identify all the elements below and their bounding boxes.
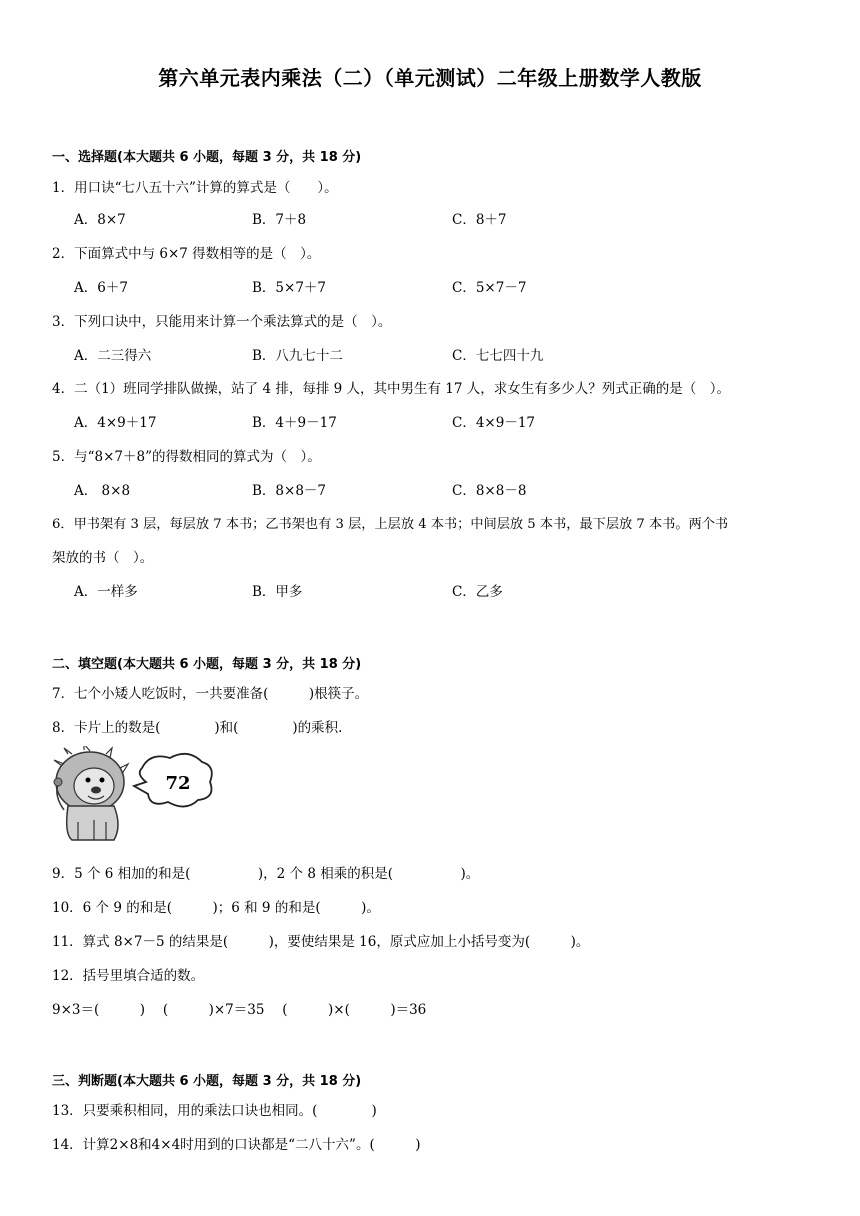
lion-icon: [54, 746, 128, 840]
question-7: 7．七个小矮人吃饭时，一共要准备( )根筷子。: [52, 686, 369, 702]
section-heading-choice: 一、选择题(本大题共 6 小题，每题 3 分，共 18 分): [52, 150, 362, 165]
q1-option-c: C．8＋7: [452, 212, 507, 228]
question-9: 9．5 个 6 相加的和是( )，2 个 8 相乘的积是( )。: [52, 866, 480, 882]
question-12-blanks: 9×3＝( ) ( )×7＝35 ( )×( )＝36: [52, 1002, 427, 1018]
q4-option-a: A．4×9＋17: [74, 415, 157, 431]
q1-option-b: B．7＋8: [252, 212, 307, 228]
section-heading-fill: 二、填空题(本大题共 6 小题，每题 3 分，共 18 分): [52, 657, 362, 672]
q1-option-a: A．8×7: [74, 212, 126, 228]
card-number: 72: [165, 773, 191, 794]
question-8: 8．卡片上的数是( )和( )的乘积.: [52, 720, 343, 736]
q6-option-c: C．乙多: [452, 584, 503, 600]
q5-option-c: C．8×8－8: [452, 483, 527, 499]
question-6: 6．甲书架有 3 层，每层放 7 本书；乙书架也有 3 层，上层放 4 本书；中间层放 5 本书，最下层放 7 本书。两个书: [52, 517, 729, 532]
question-2: 2．下面算式中与 6×7 得数相等的是（ ）。: [52, 246, 321, 262]
page-title: 第六单元表内乘法（二）（单元测试）二年级上册数学人教版: [158, 66, 702, 90]
question-10: 10．6 个 9 的和是( )；6 和 9 的和是( )。: [52, 900, 380, 916]
lion-card-image: [50, 746, 220, 846]
q2-option-b: B．5×7＋7: [252, 280, 326, 296]
q4-option-c: C．4×9－17: [452, 415, 535, 431]
q6-option-a: A．一样多: [74, 584, 138, 600]
question-6-cont: 架放的书（ ）。: [52, 550, 154, 566]
question-1: 1．用口诀“七八五十六”计算的算式是（ ）。: [52, 180, 338, 196]
question-11: 11．算式 8×7－5 的结果是( )，要使结果是 16，原式应加上小括号变为( )。: [52, 934, 590, 950]
q3-option-c: C．七七四十九: [452, 348, 544, 364]
section-heading-judge: 三、判断题(本大题共 6 小题，每题 3 分，共 18 分): [52, 1074, 362, 1089]
q5-option-a: A． 8×8: [74, 483, 131, 499]
question-3: 3．下列口诀中，只能用来计算一个乘法算式的是（ ）。: [52, 314, 392, 330]
q3-option-b: B．八九七十二: [252, 348, 343, 364]
question-13: 13．只要乘积相同，用的乘法口诀也相同。( ): [52, 1103, 377, 1119]
question-5: 5．与“8×7＋8”的得数相同的算式为（ ）。: [52, 449, 321, 465]
q5-option-b: B．8×8－7: [252, 483, 326, 499]
q2-option-c: C．5×7－7: [452, 280, 527, 296]
q3-option-a: A．二三得六: [74, 348, 152, 364]
question-4: 4．二（1）班同学排队做操，站了 4 排，每排 9 人，其中男生有 17 人，求女生有多少人？列式正确的是（ ）。: [52, 381, 731, 397]
q2-option-a: A．6＋7: [74, 280, 128, 296]
question-14: 14．计算2×8和4×4时用到的口诀都是“二八十六”。( ): [52, 1137, 421, 1153]
q6-option-b: B．甲多: [252, 584, 303, 600]
question-12: 12．括号里填合适的数。: [52, 968, 205, 984]
q4-option-b: B．4＋9－17: [252, 415, 337, 431]
